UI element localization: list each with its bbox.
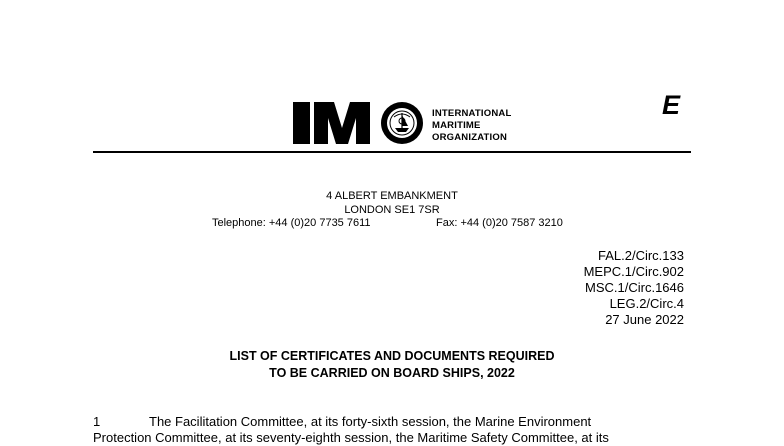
address-line: 4 ALBERT EMBANKMENT bbox=[326, 190, 458, 202]
paragraph-line: Protection Committee, at its seventy-eighth session, the Maritime Safety Committee, at its bbox=[93, 430, 609, 445]
paragraph-line bbox=[93, 414, 691, 430]
language-mark: E bbox=[662, 90, 681, 120]
header-divider bbox=[93, 151, 691, 153]
org-name-line: MARITIME bbox=[432, 120, 481, 131]
organization-name bbox=[432, 108, 511, 144]
paragraph-text: The Facilitation Committee, at its forty-sixth session, the Marine Environment bbox=[149, 414, 592, 429]
reference-line: FAL.2/Circ.133 bbox=[598, 248, 684, 263]
telephone-text: Telephone: +44 (0)20 7735 7611 bbox=[212, 217, 371, 229]
title-line: LIST OF CERTIFICATES AND DOCUMENTS REQUIRED bbox=[229, 349, 555, 363]
imo-logo bbox=[292, 100, 432, 146]
paragraph-1 bbox=[93, 414, 691, 446]
org-name-line: ORGANIZATION bbox=[432, 132, 508, 143]
document-references bbox=[584, 248, 684, 328]
address-block bbox=[93, 190, 691, 217]
reference-line: MSC.1/Circ.1646 bbox=[585, 280, 684, 295]
fax-text: Fax: +44 (0)20 7587 3210 bbox=[436, 217, 563, 229]
reference-line: LEG.2/Circ.4 bbox=[609, 296, 684, 311]
address-line: LONDON SE1 7SR bbox=[344, 203, 440, 216]
paragraph-number: 1 bbox=[93, 414, 101, 429]
org-name-line: INTERNATIONAL bbox=[432, 108, 512, 119]
document-title bbox=[93, 348, 691, 382]
title-line: TO BE CARRIED ON BOARD SHIPS, 2022 bbox=[269, 366, 515, 380]
reference-line: MEPC.1/Circ.902 bbox=[583, 264, 684, 279]
document-date: 27 June 2022 bbox=[605, 312, 684, 327]
